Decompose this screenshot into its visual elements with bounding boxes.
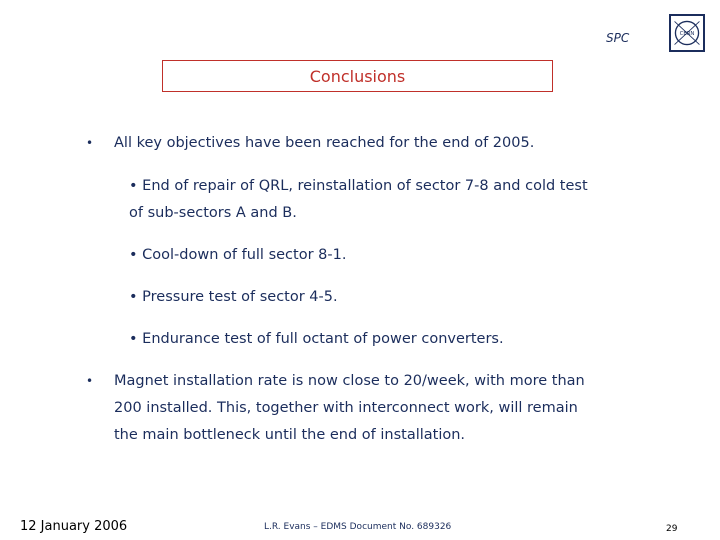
bullet-dot-2: • (86, 374, 94, 388)
slide-title-box (162, 60, 553, 92)
bullet-2-line-3: the main bottleneck until the end of installation. (114, 427, 466, 443)
bullet-2-line-2: 200 installed. This, together with interconnect work, will remain (114, 400, 578, 416)
svg-text:CERN: CERN (679, 30, 695, 37)
subitem-2: • Cool-down of full sector 8-1. (129, 247, 347, 263)
footer-date: 12 January 2006 (20, 519, 128, 534)
header-label: SPC (606, 31, 630, 45)
cern-logo-icon (671, 16, 703, 50)
subitem-3: • Pressure test of sector 4-5. (129, 289, 338, 305)
subitem-1-line-2: of sub-sectors A and B. (129, 205, 297, 221)
subitem-4: • Endurance test of full octant of power converters. (129, 331, 504, 347)
page-number: 29 (666, 524, 678, 534)
bullet-dot-1: • (86, 136, 94, 150)
slide-title: Conclusions (309, 66, 406, 86)
bullet-2-line-1: Magnet installation rate is now close to 20/week, with more than (114, 373, 585, 389)
footer-document: L.R. Evans – EDMS Document No. 689326 (264, 522, 452, 532)
cern-logo (669, 14, 705, 52)
bullet-1-text: All key objectives have been reached for the end of 2005. (114, 135, 535, 151)
subitem-1-line-1: • End of repair of QRL, reinstallation of sector 7-8 and cold test (129, 178, 588, 194)
